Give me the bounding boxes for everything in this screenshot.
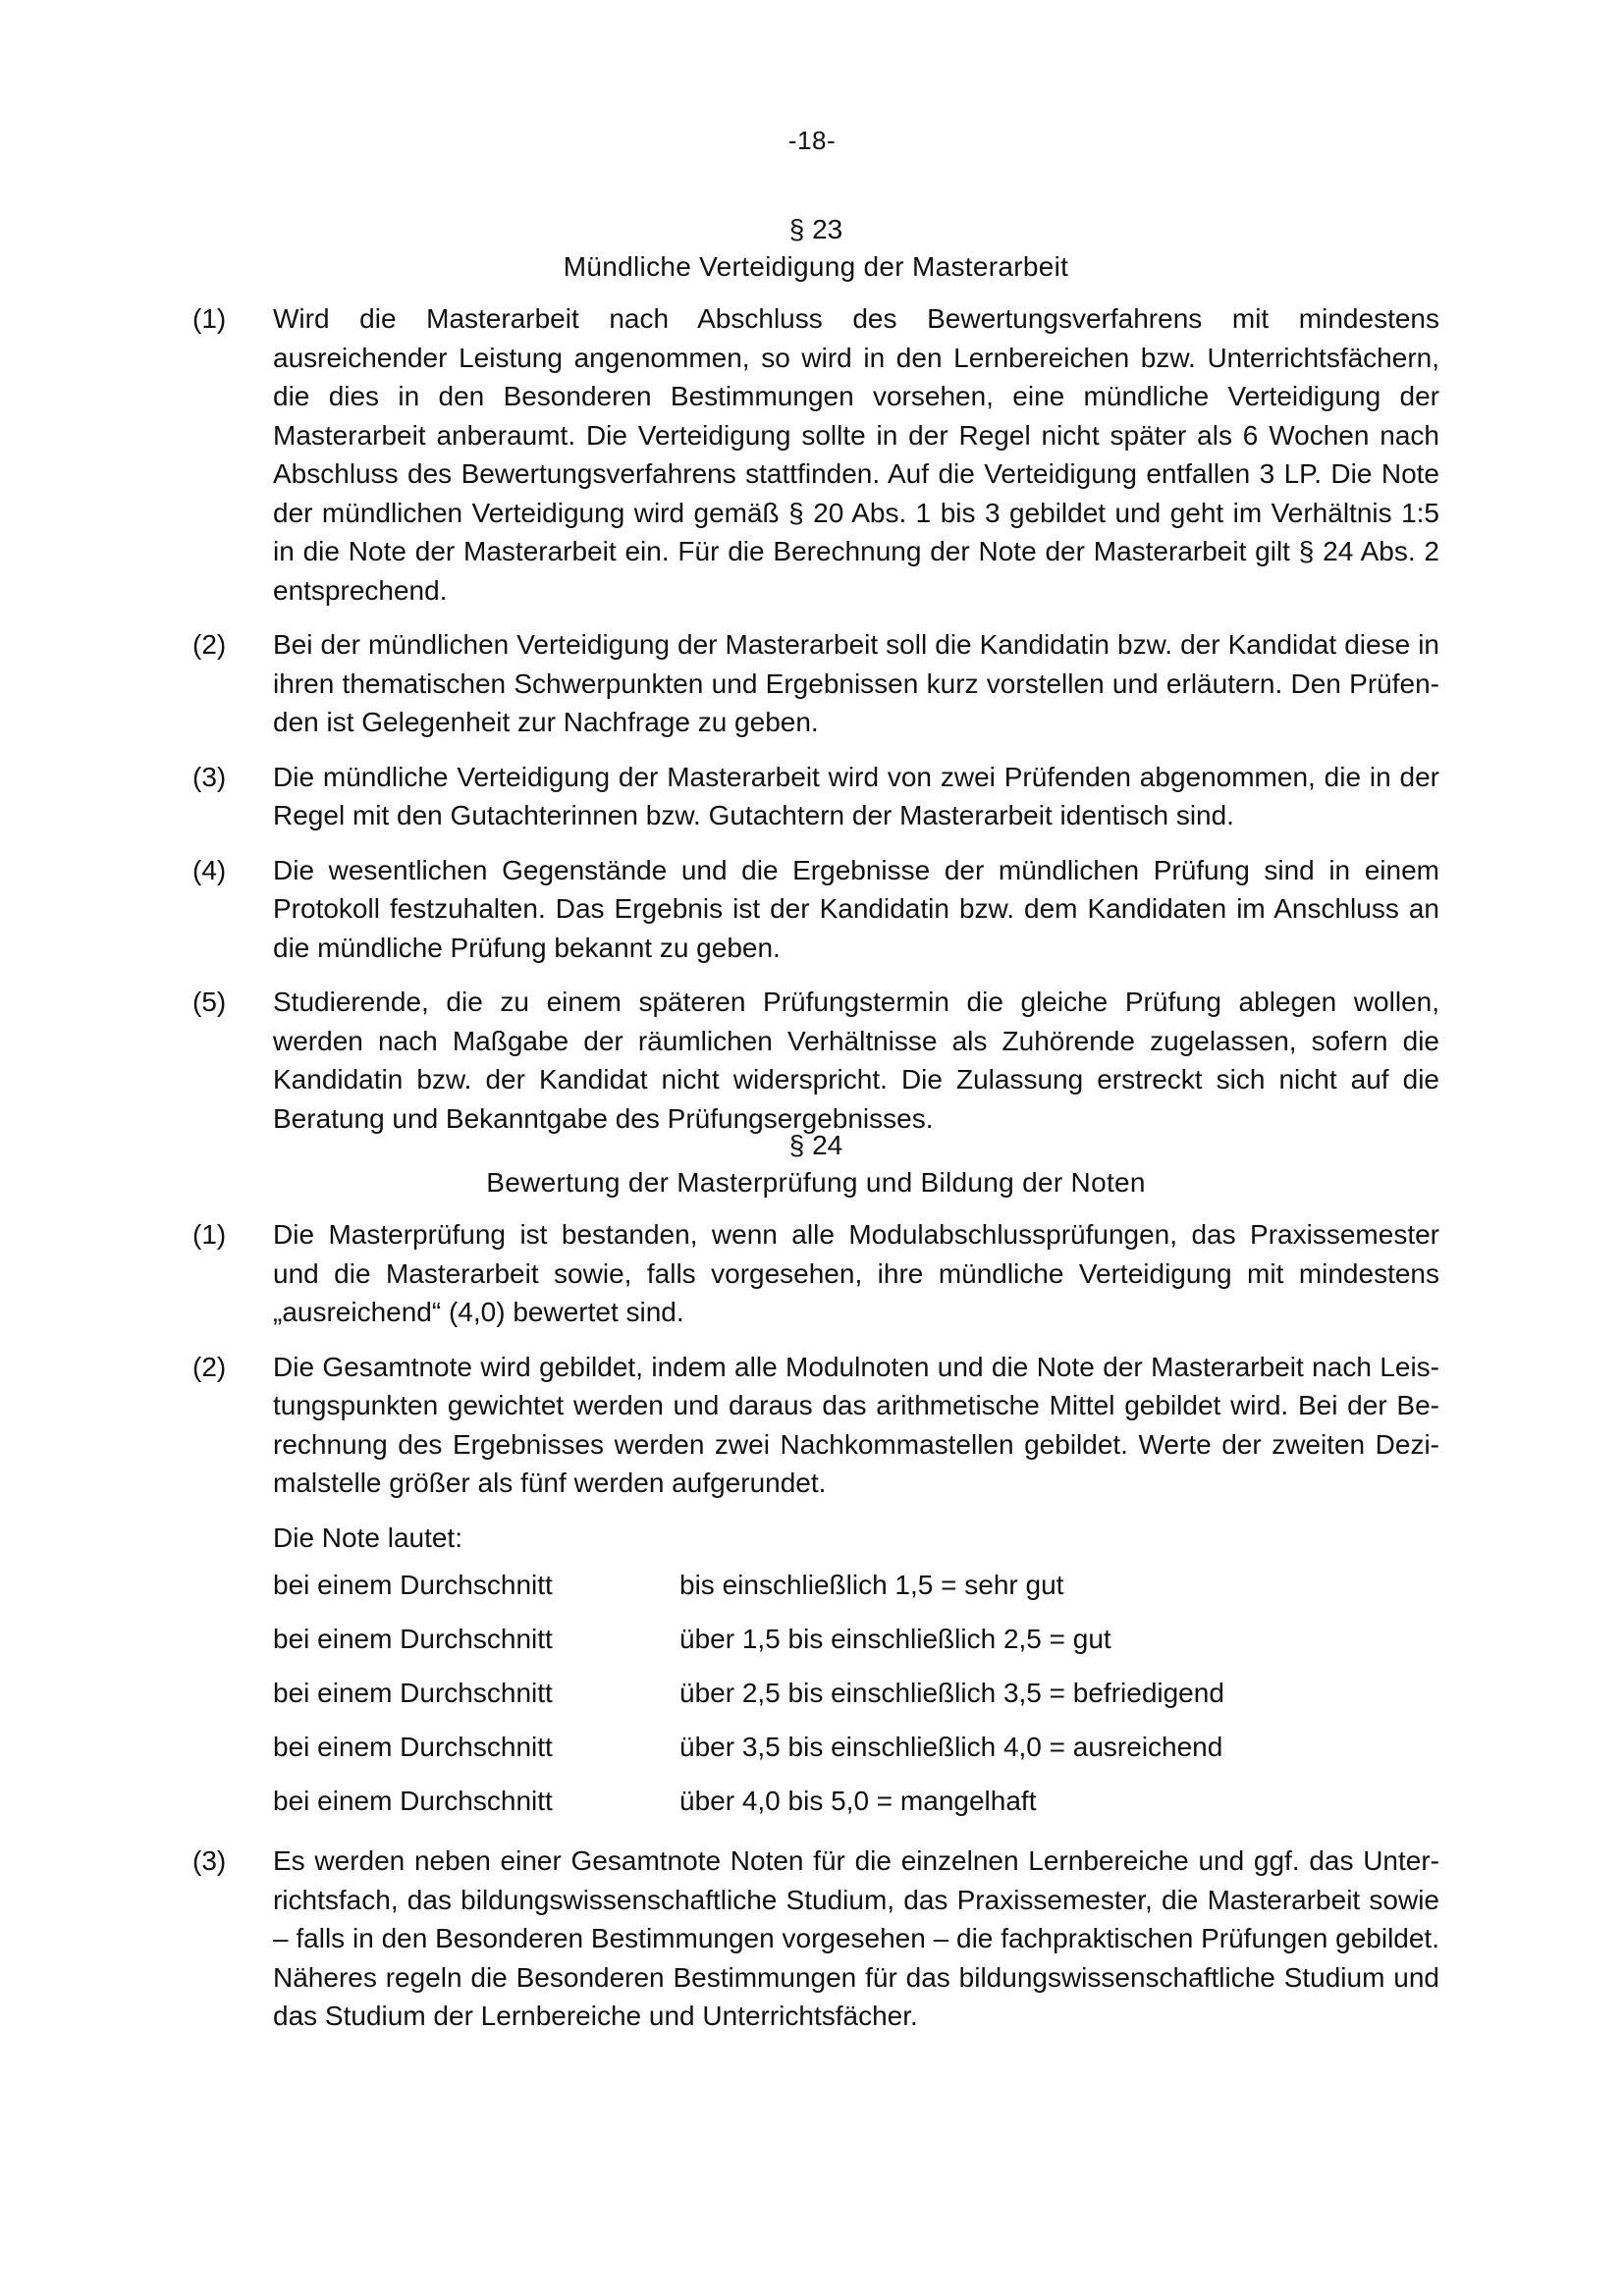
grade-range: über 2,5 bis einschließlich 3,5 = befriedigend [679,1678,1224,1708]
grade-row [192,1666,1439,1720]
grade-condition: bei einem Durchschnitt [273,1786,553,1816]
grade-range: über 4,0 bis 5,0 = mangelhaft [679,1786,1037,1816]
paragraph-number: (3) [192,761,227,792]
paragraph-number: (5) [192,987,227,1017]
paragraph-text: Die Gesamtnote wird gebildet, indem alle Modulnoten und die Note der Masterarbeit nach Leistungspunkten gewichtet werden und daraus das arithmetische Mittel gebildet wird. Bei der Berechnung des Ergebnisses werden zwei Nachkommastellen gebildet. Werte der zweiten Dezimalstelle größer als fünf werden aufgerundet. [273,1351,1439,1498]
section-title: Bewertung der Masterprüfung und Bildung der Noten [486,1167,1146,1198]
paragraph-text: Es werden neben einer Gesamtnote Noten für die einzelnen Lernbereiche und ggf. das Unterrichtsfach, das bildungswissenschaftliche Studium, das Praxissemester, die Masterarbeit sowie – falls in den Besonderen Bestimmungen vorgesehen – die fachpraktischen Prüfungen gebildet. Näheres regeln die Besonderen Bestimmungen für das bildungswissenschaftliche Studium und das Studium der Lernbereiche und Unterrichtsfächer. [273,1845,1439,2031]
grade-row [192,1612,1439,1666]
grade-condition: bei einem Durchschnitt [273,1678,553,1708]
grade-row [192,1774,1439,1828]
paragraph-5 [192,983,1439,1138]
paragraph-number: (2) [192,1351,227,1382]
grade-condition: bei einem Durchschnitt [273,1732,553,1762]
paragraph-text: Die mündliche Verteidigung der Masterarbeit wird von zwei Prüfenden abgenommen, die in der Regel mit den Gutachterinnen bzw. Gutachtern der Masterarbeit identisch sind. [273,761,1439,830]
paragraph-1 [192,299,1439,610]
grade-scale-table [192,1558,1439,1828]
section-23 [192,211,1439,1138]
paragraph-text: Die Masterprüfung ist bestanden, wenn alle Modulabschlussprüfungen, das Praxissemester und die Masterarbeit sowie, falls vorgesehen, ihre mündliche Verteidigung mit mindestens „ausreichend“ (4,0) bewertet sind. [273,1219,1439,1327]
section-heading [192,1127,1439,1201]
grade-range: bis einschließlich 1,5 = sehr gut [679,1570,1064,1600]
paragraph-3 [192,758,1439,835]
paragraph-number: (2) [192,629,227,660]
paragraph-text: Bei der mündlichen Verteidigung der Masterarbeit soll die Kandidatin bzw. der Kandidat diese in ihren thematischen Schwerpunkten und Ergebnissen kurz vorstellen und erläutern. Den Prüfenden ist Gelegenheit zur Nachfrage zu geben. [273,629,1439,737]
section-heading [192,211,1439,286]
section-24 [192,1127,1439,2036]
paragraph-3 [192,1842,1439,2036]
paragraph-number: (1) [192,1219,227,1250]
paragraph-4 [192,851,1439,968]
paragraph-2 [192,625,1439,742]
grade-range: über 3,5 bis einschließlich 4,0 = ausreichend [679,1732,1223,1762]
paragraph-text: Die wesentlichen Gegenstände und die Ergebnisse der mündlichen Prüfung sind in einem Protokoll festzuhalten. Das Ergebnis ist der Kandidatin bzw. dem Kandidaten im Anschluss an die mündliche Prüfung bekannt zu geben. [273,854,1439,963]
grade-condition: bei einem Durchschnitt [273,1624,553,1654]
grade-scale-intro: Die Note lautet: [273,1522,462,1553]
paragraph-2 [192,1348,1439,1503]
grade-condition: bei einem Durchschnitt [273,1570,553,1600]
paragraph-text: Wird die Masterarbeit nach Abschluss des Bewertungsverfahrens mit mindestens ausreichender Leistung angenommen, so wird in den Lernbereichen bzw. Unterrichtsfächern, die dies in den Besonderen Bestimmungen vorsehen, eine mündliche Verteidigung der Masterarbeit anberaumt. Die Verteidigung sollte in der Regel nicht später als 6 Wochen nach Abschluss des Bewertungsverfahrens stattfinden. Auf die Verteidigung entfallen 3 LP. Die Note der mündlichen Verteidigung wird gemäß § 20 Abs. 1 bis 3 gebildet und geht im Verhältnis 1:5 in die Note der Masterarbeit ein. Für die Berechnung der Note der Masterarbeit gilt § 24 Abs. 2 entsprechend. [273,303,1439,606]
paragraph-text: Studierende, die zu einem späteren Prüfungstermin die gleiche Prüfung ablegen wollen, werden nach Maßgabe der räumlichen Verhältnisse als Zuhörende zugelassen, sofern die Kandidatin bzw. der Kandidat nicht widerspricht. Die Zulassung erstreckt sich nicht auf die Beratung und Bekanntgabe des Prüfungsergebnisses. [273,987,1439,1134]
paragraph-1 [192,1215,1439,1332]
page-number: -18- [787,126,837,155]
grade-row [192,1558,1439,1612]
paragraph-number: (3) [192,1845,227,1876]
paragraph-number: (1) [192,303,227,334]
grade-range: über 1,5 bis einschließlich 2,5 = gut [679,1624,1111,1654]
grade-row [192,1720,1439,1774]
section-number: § 23 [788,214,843,244]
paragraph-number: (4) [192,854,227,885]
section-number: § 24 [788,1130,843,1160]
section-title: Mündliche Verteidigung der Masterarbeit [563,251,1069,282]
